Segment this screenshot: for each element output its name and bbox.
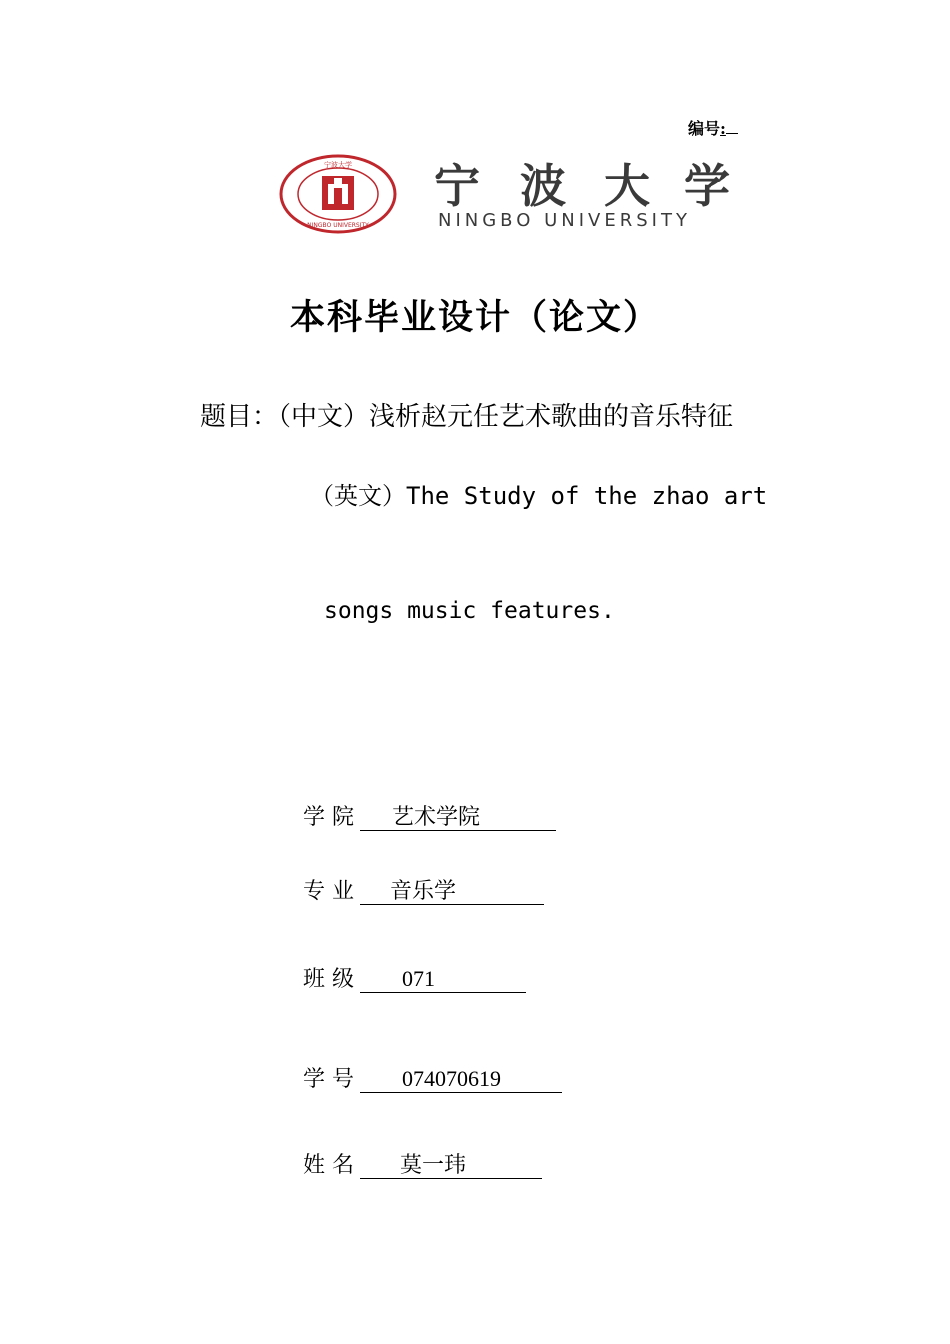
wordmark-char: 大 xyxy=(604,159,650,213)
topic-english-line1 xyxy=(310,476,767,511)
info-row-major xyxy=(303,874,544,905)
seal-bottom-text: NINGBO UNIVERSITY xyxy=(307,222,369,229)
wordmark-char: 学 xyxy=(684,159,730,213)
name-value: 莫一玮 xyxy=(360,1152,542,1179)
topic-english-label: （英文） xyxy=(310,482,406,510)
seal-top-text: 宁波大学 xyxy=(324,161,352,169)
college-label: 学 院 xyxy=(303,805,354,830)
college-value: 艺术学院 xyxy=(360,804,556,831)
major-label: 专 业 xyxy=(303,879,354,904)
info-row-class xyxy=(303,962,526,993)
wordmark-char: 宁 xyxy=(434,159,480,213)
class-label: 班 级 xyxy=(303,967,354,992)
class-value: 071 xyxy=(360,966,526,993)
info-row-college xyxy=(303,800,556,831)
serial-colon: : xyxy=(720,119,726,138)
info-row-student-id xyxy=(303,1062,562,1093)
serial-blank xyxy=(726,119,738,134)
serial-label: 编号 xyxy=(688,119,721,138)
university-wordmark xyxy=(428,150,738,240)
topic-chinese: 题目：（中文）浅析赵元任艺术歌曲的音乐特征 xyxy=(200,402,734,432)
student-id-label: 学 号 xyxy=(303,1067,354,1092)
student-id-value: 074070619 xyxy=(360,1066,562,1093)
name-label: 姓 名 xyxy=(303,1153,354,1178)
wordmark-english: NINGBO UNIVERSITY xyxy=(438,210,691,231)
major-value: 音乐学 xyxy=(360,878,544,905)
university-seal-logo xyxy=(278,154,398,234)
topic-english-line2: songs music features. xyxy=(324,598,615,624)
serial-number xyxy=(688,116,738,139)
wordmark-char: 波 xyxy=(520,159,566,213)
topic-english-text: The Study of the zhao art xyxy=(406,482,768,510)
info-row-name xyxy=(303,1148,542,1179)
page-title: 本科毕业设计（论文） xyxy=(289,298,660,338)
